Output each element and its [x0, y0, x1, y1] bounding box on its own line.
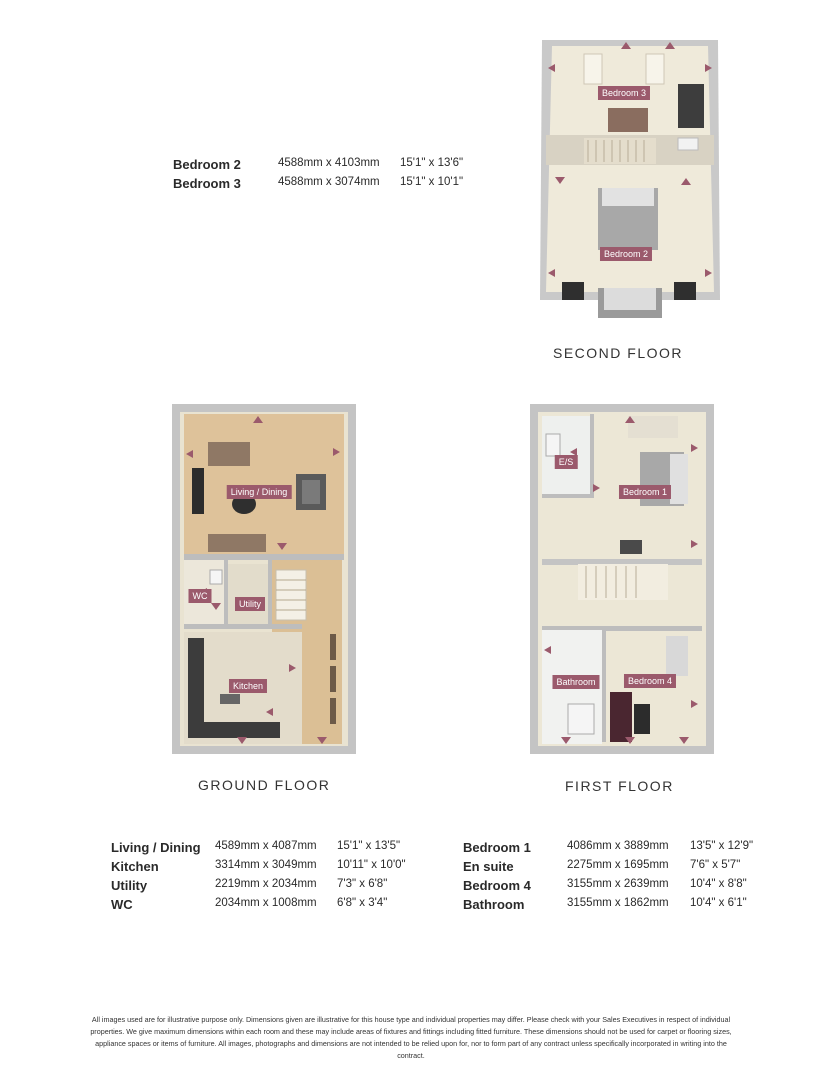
room-name: Bedroom 4: [463, 878, 531, 893]
tag-utility: Utility: [235, 597, 265, 611]
disclaimer-text: All images used are for illustrative purpose only. Dimensions given are illustrative for this house type and individual properties may differ. Please check with your Sales Executives in respect of individual properties. We give maximum dimensions within each room and these may include areas of fixtures and fittings including fitted furniture. These dimensions should not be used for carpet or flooring sizes, appliance spaces or items of furniture. All images, photographs and dimensions are not intended to be relied upon for, nor to form part of any contract unless specifically incorporated in writing into the contract.: [90, 1015, 732, 1060]
room-imperial: 6'8" x 3'4": [337, 897, 388, 909]
tag-bedroom-2: Bedroom 2: [600, 247, 652, 261]
tag-en-suite: E/S: [555, 455, 578, 469]
room-metric: 4589mm x 4087mm: [215, 840, 317, 852]
room-metric: 3155mm x 2639mm: [567, 878, 669, 890]
second-floor-plan-drawing: [538, 38, 722, 320]
room-imperial: 7'3" x 6'8": [337, 878, 388, 890]
room-metric: 2034mm x 1008mm: [215, 897, 317, 909]
room-metric: 2219mm x 2034mm: [215, 878, 317, 890]
tag-living-dining: Living / Dining: [227, 485, 292, 499]
room-name: Bathroom: [463, 897, 525, 912]
room-imperial: 7'6" x 5'7": [690, 859, 741, 871]
tag-wc: WC: [189, 589, 212, 603]
room-imperial: 10'4" x 6'1": [690, 897, 747, 909]
room-name: Bedroom 1: [463, 840, 531, 855]
room-imperial: 10'11" x 10'0": [337, 859, 406, 871]
room-imperial: 10'4" x 8'8": [690, 878, 747, 890]
first-floor-plan: [530, 404, 714, 754]
second-floor-plan: [538, 38, 722, 320]
room-name: Bedroom 3: [173, 176, 241, 191]
ground-floor-plan-drawing: [172, 404, 356, 754]
tag-bedroom-3: Bedroom 3: [598, 86, 650, 100]
room-name: En suite: [463, 859, 514, 874]
room-metric: 4086mm x 3889mm: [567, 840, 669, 852]
room-metric: 3314mm x 3049mm: [215, 859, 317, 871]
tag-bathroom: Bathroom: [552, 675, 599, 689]
room-imperial: 15'1" x 13'6": [400, 157, 464, 169]
tag-bedroom-4: Bedroom 4: [624, 674, 676, 688]
room-name: Kitchen: [111, 859, 159, 874]
room-name: Living / Dining: [111, 840, 201, 855]
room-metric: 2275mm x 1695mm: [567, 859, 669, 871]
room-name: WC: [111, 897, 133, 912]
room-name: Utility: [111, 878, 148, 893]
room-imperial: 15'1" x 10'1": [400, 176, 464, 188]
room-metric: 3155mm x 1862mm: [567, 897, 669, 909]
room-metric: 4588mm x 4103mm: [278, 157, 380, 169]
first-floor-label: FIRST FLOOR: [565, 778, 674, 794]
room-metric: 4588mm x 3074mm: [278, 176, 380, 188]
room-imperial: 15'1" x 13'5": [337, 840, 401, 852]
tag-bedroom-1: Bedroom 1: [619, 485, 671, 499]
ground-floor-plan: [172, 404, 356, 754]
room-imperial: 13'5" x 12'9": [690, 840, 754, 852]
tag-kitchen: Kitchen: [229, 679, 267, 693]
ground-floor-label: GROUND FLOOR: [198, 777, 331, 793]
second-floor-label: SECOND FLOOR: [553, 345, 684, 361]
room-name: Bedroom 2: [173, 157, 241, 172]
